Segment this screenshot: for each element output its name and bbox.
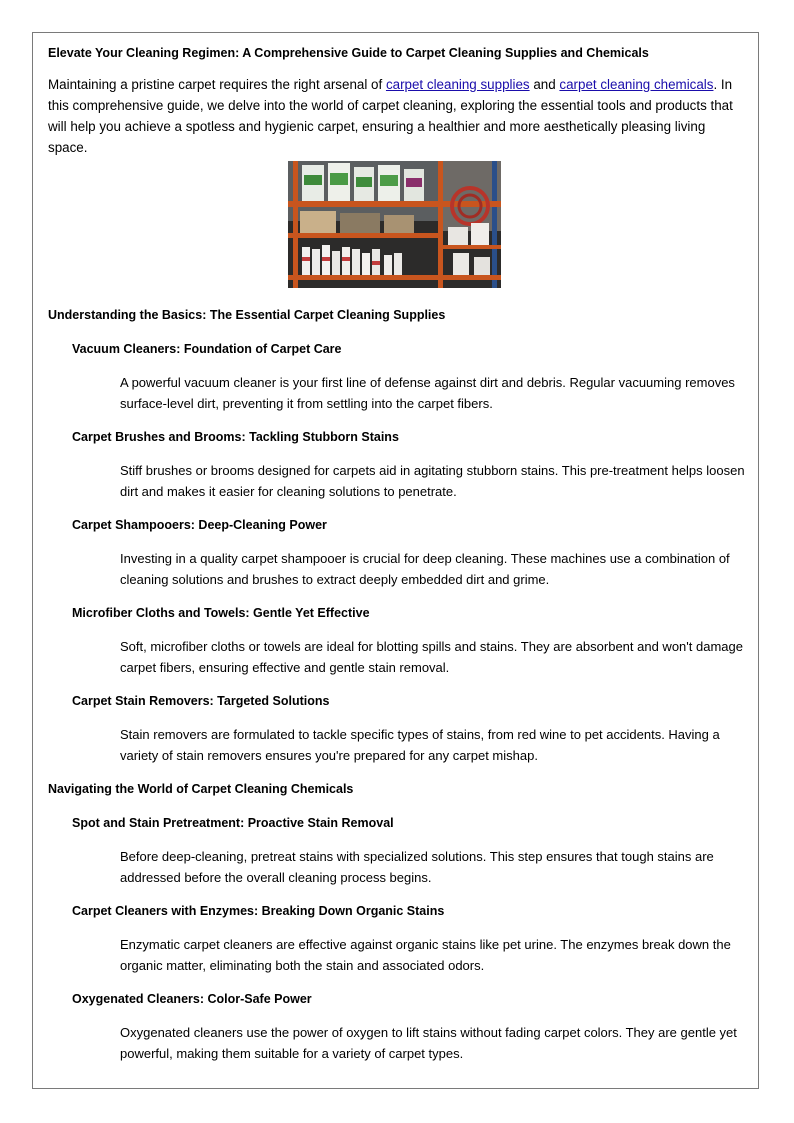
intro-paragraph bbox=[48, 74, 748, 158]
subheading-stain-removers: Carpet Stain Removers: Targeted Solutions bbox=[72, 694, 330, 708]
intro-text-3: . In this comprehensive guide, we delve into the world of carpet cleaning, exploring the essential tools and products that will help you achieve a spotless and hygienic carpet, ensuring a healthier and more aesthetically pleasing living space. bbox=[48, 77, 733, 155]
paragraph-carpet-shampooers: Investing in a quality carpet shampooer is crucial for deep cleaning. These machines use a combination of cleaning solutions and brushes to extract deeply embedded dirt and grime. bbox=[120, 551, 730, 587]
subheading-carpet-brushes: Carpet Brushes and Brooms: Tackling Stubborn Stains bbox=[72, 430, 399, 444]
subheading-vacuum-cleaners: Vacuum Cleaners: Foundation of Carpet Care bbox=[72, 342, 342, 356]
subheading-microfiber-cloths: Microfiber Cloths and Towels: Gentle Yet Effective bbox=[72, 606, 370, 620]
section-heading-supplies: Understanding the Basics: The Essential Carpet Cleaning Supplies bbox=[48, 308, 446, 322]
carpet-cleaning-supplies-link[interactable]: carpet cleaning supplies bbox=[385, 77, 530, 92]
paragraph-spot-pretreatment: Before deep-cleaning, pretreat stains with specialized solutions. This step ensures that tough stains are addressed before the overall cleaning process begins. bbox=[120, 849, 714, 885]
section-heading-chemicals: Navigating the World of Carpet Cleaning Chemicals bbox=[48, 782, 354, 796]
paragraph-oxygenated-cleaners: Oxygenated cleaners use the power of oxygen to lift stains without fading carpet colors. They are gentle yet powerful, making them suitable for a variety of carpet types. bbox=[120, 1025, 737, 1061]
document-body bbox=[48, 44, 748, 1064]
subheading-oxygenated-cleaners: Oxygenated Cleaners: Color-Safe Power bbox=[72, 992, 312, 1006]
paragraph-microfiber-cloths: Soft, microfiber cloths or towels are ideal for blotting spills and stains. They are absorbent and won't damage carpet fibers, ensuring effective and gentle stain removal. bbox=[120, 639, 743, 675]
subheading-carpet-shampooers: Carpet Shampooers: Deep-Cleaning Power bbox=[72, 518, 327, 532]
document-title: Elevate Your Cleaning Regimen: A Comprehensive Guide to Carpet Cleaning Supplies and Chemicals bbox=[48, 46, 649, 60]
paragraph-stain-removers: Stain removers are formulated to tackle specific types of stains, from red wine to pet accidents. Having a variety of stain removers ensures you're prepared for any carpet mishap. bbox=[120, 727, 720, 763]
subheading-enzyme-cleaners: Carpet Cleaners with Enzymes: Breaking Down Organic Stains bbox=[72, 904, 445, 918]
paragraph-enzyme-cleaners: Enzymatic carpet cleaners are effective against organic stains like pet urine. The enzymes break down the organic matter, eliminating both the stain and associated odors. bbox=[120, 937, 731, 973]
carpet-cleaning-chemicals-link[interactable]: carpet cleaning chemicals bbox=[559, 77, 714, 92]
cleaning-supplies-shelf-photo bbox=[288, 161, 501, 288]
paragraph-vacuum-cleaners: A powerful vacuum cleaner is your first line of defense against dirt and debris. Regular vacuuming removes surface-level dirt, preventing it from settling into the carpet fibers. bbox=[120, 375, 735, 411]
intro-text-2: and bbox=[529, 77, 560, 92]
intro-text-1: Maintaining a pristine carpet requires the right arsenal of bbox=[48, 77, 386, 92]
subheading-spot-pretreatment: Spot and Stain Pretreatment: Proactive Stain Removal bbox=[72, 816, 394, 830]
paragraph-carpet-brushes: Stiff brushes or brooms designed for carpets aid in agitating stubborn stains. This pre-treatment helps loosen dirt and makes it easier for cleaning solutions to penetrate. bbox=[120, 463, 745, 499]
